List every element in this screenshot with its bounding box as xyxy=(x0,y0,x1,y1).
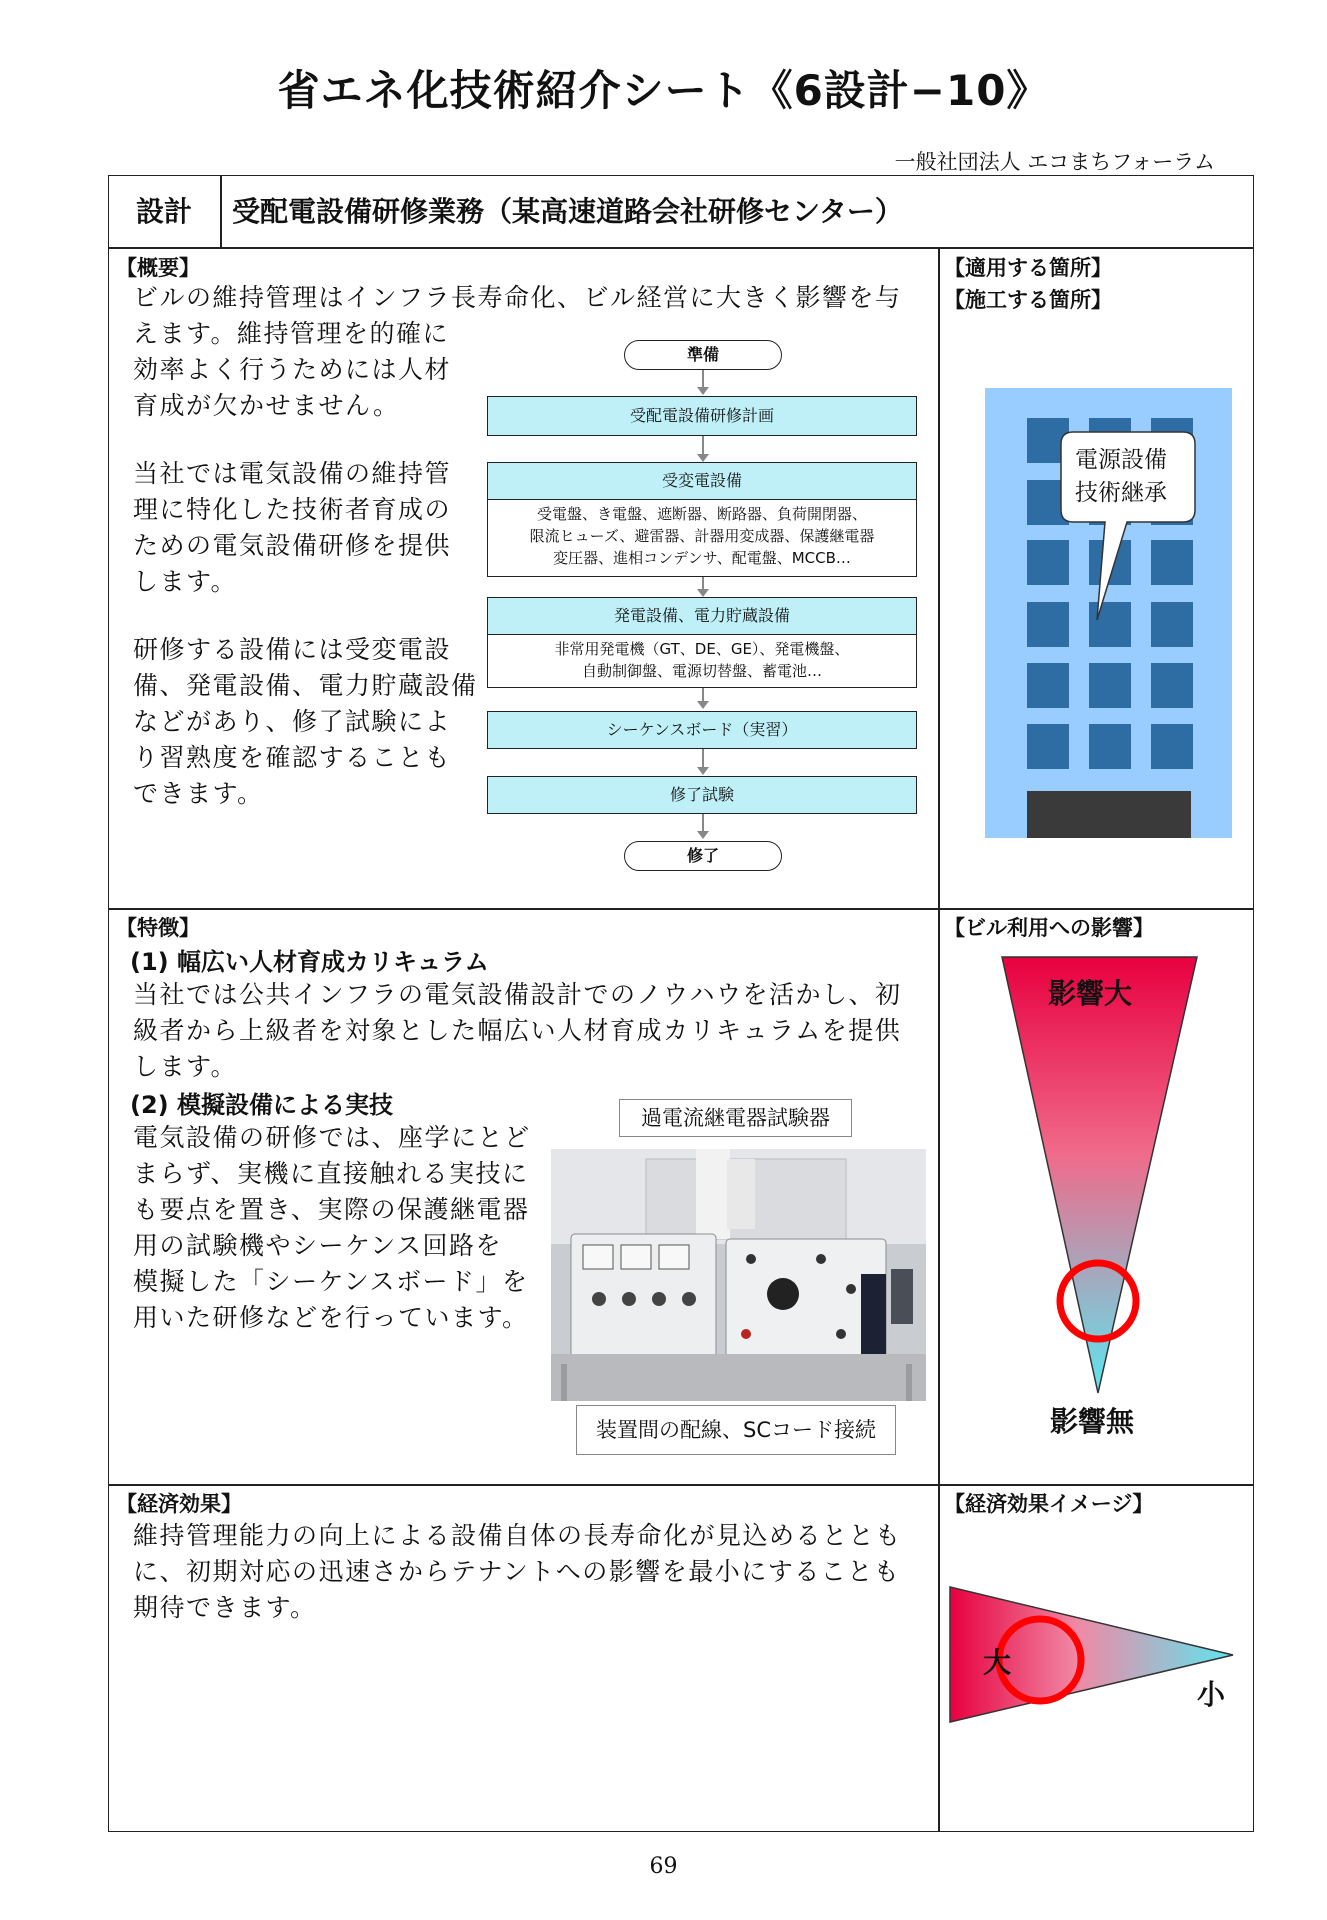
feature2-line: 用いた研修などを行っています。 xyxy=(133,1303,529,1332)
callout-text-line1: 電源設備 xyxy=(1075,447,1167,473)
organization-name: 一般社団法人 エコまちフォーラム xyxy=(894,150,1215,174)
overview-line: などがあり、修了試験によ xyxy=(133,707,452,736)
page-number: 69 xyxy=(649,1854,678,1879)
feature1-line: 当社では公共インフラの電気設備設計でのノウハウを活かし、初 xyxy=(133,980,902,1009)
callout-text-line2: 技術継承 xyxy=(1075,480,1167,506)
category-label: 設計 xyxy=(135,195,192,228)
feature2-line: まらず、実機に直接触れる実技に xyxy=(133,1159,529,1188)
impact-triangle xyxy=(1000,955,1200,1395)
overview-line: ビルの維持管理はインフラ長寿命化、ビル経営に大きく影響を与 xyxy=(133,283,902,312)
flow-end: 修了 xyxy=(624,841,782,871)
feature2-line: 用の試験機やシーケンス回路を xyxy=(133,1231,503,1260)
feature1-heading: (1) 幅広い人材育成カリキュラム xyxy=(130,948,489,976)
economic-line: 期待できます。 xyxy=(133,1593,317,1622)
flow-arrow xyxy=(702,688,704,702)
economic-heading: 【経済効果】 xyxy=(116,1492,242,1516)
feature1-line: します。 xyxy=(133,1052,238,1081)
impact-top-label: 影響大 xyxy=(1048,977,1133,1010)
overview-line: します。 xyxy=(133,567,238,596)
flow-item: 変圧器、進相コンデンサ、配電盤、MCCB… xyxy=(553,549,851,567)
page-title: 省エネ化技術紹介シート《6設計−10》 xyxy=(277,66,1050,115)
flow-arrow xyxy=(702,814,704,832)
flow-arrow-head xyxy=(697,589,709,597)
economic-line: に、初期対応の迅速さからテナントへの影響を最小にすることも xyxy=(133,1557,901,1586)
impact-bottom-label: 影響無 xyxy=(1050,1405,1135,1438)
overview-line: えます。維持管理を的確に xyxy=(133,319,450,348)
flow-item: 受電盤、き電盤、遮断器、断路器、負荷開閉器、 xyxy=(536,505,867,523)
feature2-line: 電気設備の研修では、座学にとど xyxy=(133,1123,531,1152)
building-entrance xyxy=(1027,791,1191,838)
flow-arrow-head xyxy=(697,767,709,775)
sheet-title: 受配電設備研修業務（某高速道路会社研修センター） xyxy=(232,195,903,228)
applicable-heading: 【適用する箇所】 xyxy=(944,256,1112,280)
flow-item: 非常用発電機（GT、DE、GE）、発電機盤、 xyxy=(554,640,850,658)
feature2-heading: (2) 模擬設備による実技 xyxy=(130,1091,393,1119)
flow-start: 準備 xyxy=(624,340,782,370)
flow-substation-title: 受変電設備 xyxy=(487,462,917,500)
divider xyxy=(220,175,222,247)
overview-line: 当社では電気設備の維持管 xyxy=(133,459,452,488)
flow-arrow xyxy=(702,749,704,768)
feature2-line: も要点を置き、実際の保護継電器 xyxy=(133,1195,530,1224)
feature2-line: 模擬した「シーケンスボード」を xyxy=(133,1267,529,1296)
overview-heading: 【概要】 xyxy=(116,256,200,280)
flow-arrow-head xyxy=(697,387,709,395)
flow-arrow-head xyxy=(697,701,709,709)
photo-label: 過電流継電器試験器 xyxy=(619,1099,852,1137)
divider xyxy=(108,908,1254,910)
overview-line: 研修する設備には受変電設 xyxy=(133,635,452,664)
economic-image-heading: 【経済効果イメージ】 xyxy=(944,1492,1154,1516)
overview-line: 効率よく行うためには人材 xyxy=(133,355,452,384)
flow-item: 限流ヒューズ、避雷器、計器用変成器、保護継電器 xyxy=(529,527,875,545)
overview-line: できます。 xyxy=(133,779,264,808)
overview-line: 理に特化した技術者育成の xyxy=(133,495,452,524)
economic-big-label: 大 xyxy=(983,1646,1012,1679)
overview-line: 育成が欠かせません。 xyxy=(133,391,400,420)
equipment-photo xyxy=(551,1149,926,1401)
impact-heading: 【ビル利用への影響】 xyxy=(944,916,1154,940)
overview-line: り習熟度を確認することも xyxy=(133,743,452,772)
divider xyxy=(108,247,1254,249)
flow-arrow xyxy=(702,370,704,388)
flow-arrow xyxy=(702,436,704,455)
photo-caption: 装置間の配線、SCコード接続 xyxy=(576,1405,896,1455)
flow-generation-title: 発電設備、電力貯蔵設備 xyxy=(487,597,917,635)
flow-arrow-head xyxy=(697,454,709,462)
flow-item: 自動制御盤、電源切替盤、蓄電池… xyxy=(581,662,822,680)
feature1-line: 級者から上級者を対象とした幅広い人材育成カリキュラムを提供 xyxy=(133,1016,902,1045)
overview-line: ための電気設備研修を提供 xyxy=(133,531,452,560)
divider xyxy=(108,1484,1254,1486)
flow-arrow-head xyxy=(697,831,709,839)
flow-generation-items xyxy=(487,634,917,688)
economic-line: 維持管理能力の向上による設備自体の長寿命化が見込めるととも xyxy=(133,1521,902,1550)
flow-plan: 受配電設備研修計画 xyxy=(487,396,917,436)
construction-heading: 【施工する箇所】 xyxy=(944,288,1112,312)
flow-exam: 修了試験 xyxy=(487,776,917,814)
divider xyxy=(938,247,940,1832)
flow-substation-items xyxy=(487,499,917,577)
overview-line: 備、発電設備、電力貯蔵設備 xyxy=(133,671,478,700)
economic-small-label: 小 xyxy=(1197,1678,1226,1711)
flow-sequence: シーケンスボード（実習） xyxy=(487,711,917,749)
features-heading: 【特徴】 xyxy=(116,916,200,940)
